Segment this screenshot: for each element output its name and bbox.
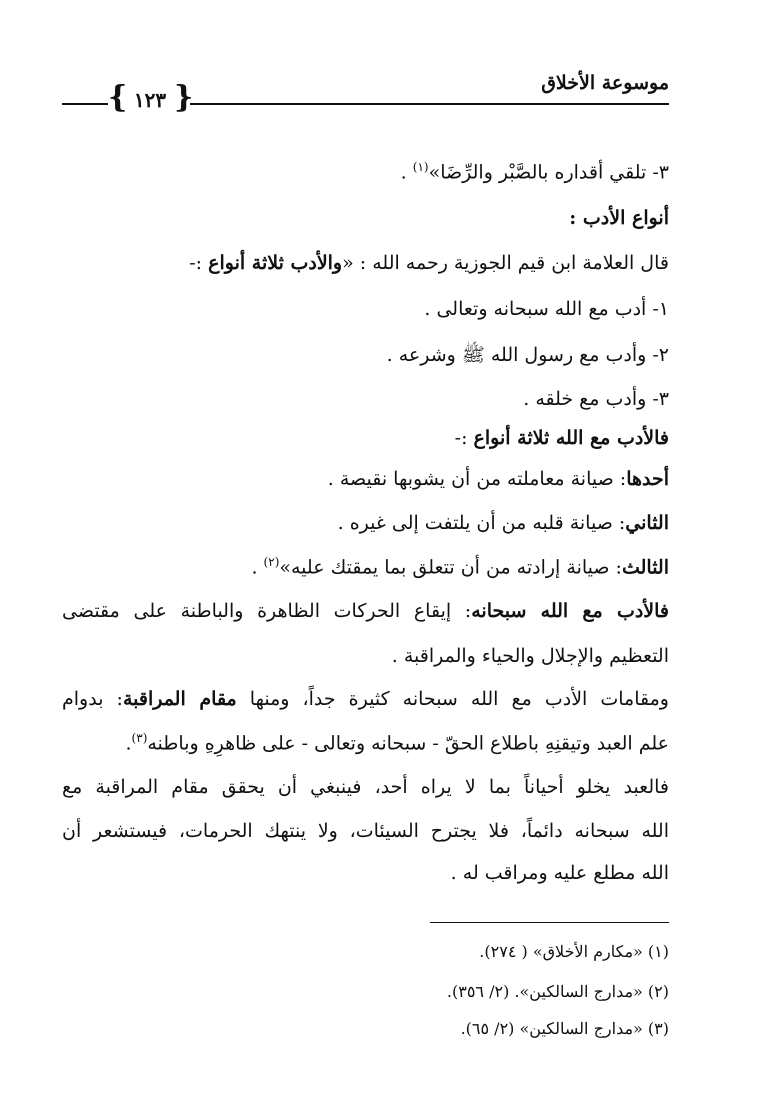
body-line: فالأدب مع الله ثلاثة أنواع :- — [454, 427, 669, 449]
footnote: (٢) «مدارج السالكين». (٢/ ٣٥٦). — [446, 982, 669, 1001]
body-line: فالعبد يخلو أحياناً بما لا يراه أحد، فينبغي أن يحقق مقام المراقبة مع — [62, 776, 669, 798]
body-line: ومقامات الأدب مع الله سبحانه كثيرة جداً، ومنها مقام المراقبة: بدوام — [62, 688, 669, 710]
list-item: ٢- وأدب مع رسول الله ﷺ وشرعه . — [386, 344, 669, 366]
book-title: موسوعة الأخلاق — [541, 72, 669, 94]
page-number: ١٢٣ — [133, 88, 167, 112]
header-rule — [190, 103, 669, 105]
header-rule-left — [62, 103, 108, 105]
body-line: الله مطلع عليه ومراقب له . — [450, 862, 669, 884]
page-number-right-brace: } — [174, 80, 194, 115]
body-line: الثالث: صيانة إرادته من أن تتعلق بما يمقتك عليه»$^{(٢)}$ . — [251, 555, 669, 579]
body-line: الثاني: صيانة قلبه من أن يلتفت إلى غيره . — [337, 512, 669, 534]
body-line: أحدها: صيانة معاملته من أن يشوبها نقيصة . — [327, 468, 669, 490]
body-line: قال العلامة ابن قيم الجوزية رحمه الله : «والأدب ثلاثة أنواع :- — [189, 252, 669, 274]
section-heading: أنواع الأدب : — [569, 207, 669, 229]
footnote-rule — [430, 922, 669, 923]
body-line: ٣- تلقي أقداره بالصَّبْر والرِّضَا»$^{(١)}$ . — [400, 160, 669, 184]
body-line: علم العبد وتيقنِهِ باطلاع الحقّ - سبحانه وتعالى - على ظاهرِهِ وباطنه$^{(٣)}$. — [125, 731, 669, 755]
list-item: ٣- وأدب مع خلقه . — [523, 388, 669, 410]
body-line: الله سبحانه دائماً، فلا يجترح السيئات، ولا ينتهك الحرمات، فيستشعر أن — [62, 820, 669, 842]
footnote: (٣) «مدارج السالكين» (٢/ ٦٥). — [460, 1019, 669, 1038]
body-line: التعظيم والإجلال والحياء والمراقبة . — [391, 645, 669, 667]
footnote: (١) «مكارم الأخلاق» ( ٢٧٤). — [479, 942, 669, 961]
list-item: ١- أدب مع الله سبحانه وتعالى . — [424, 298, 669, 320]
page-number-left-brace: { — [108, 80, 128, 115]
body-line: فالأدب مع الله سبحانه: إيقاع الحركات الظاهرة والباطنة على مقتضى — [62, 600, 669, 622]
